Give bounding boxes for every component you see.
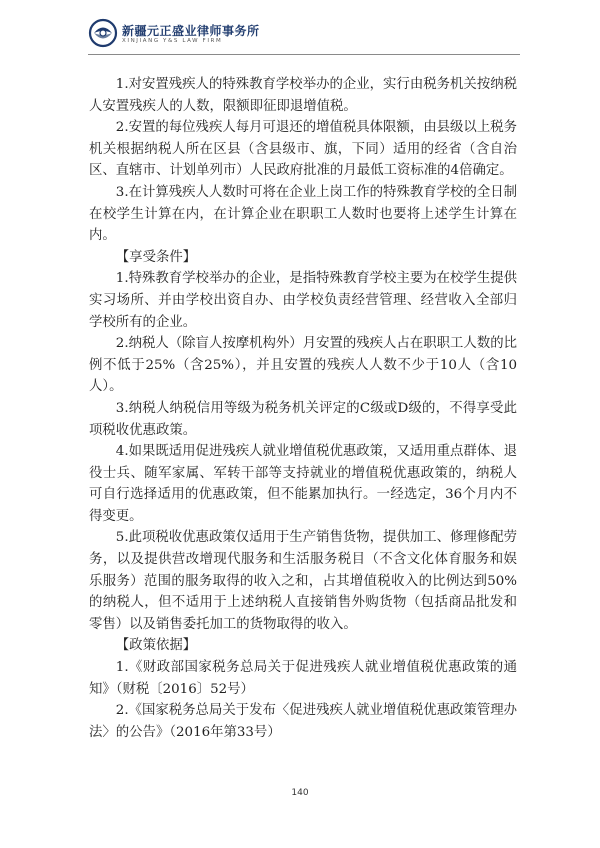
document-body (89, 74, 517, 743)
paragraph-7: 4.如果既适用促进残疾人就业增值税优惠政策，又适用重点群体、退役士兵、随军家属、军转干部等支持就业的增值税优惠政策的，纳税人可自行选择适用的优惠政策，但不能累加执行。一经选定，36个月内不得变更。 (89, 444, 517, 524)
paragraph-8: 5.此项税收优惠政策仅适用于生产销售货物，提供加工、修理修配劳务，以及提供营改增现代服务和生活服务税目（不含文化体育服务和娱乐服务）范围的服务取得的收入之和，占其增值税收入的比例达到50%的纳税人，但不适用于上述纳税人直接销售外购货物（包括商品批发和零售）以及销售委托加工的货物取得的收入。 (89, 530, 517, 632)
header-divider (88, 54, 520, 55)
section-heading-conditions: 【享受条件】 (115, 249, 197, 265)
page-number: 140 (291, 788, 309, 798)
firm-name-en: XINJIANG Y&S LAW FIRM (122, 38, 223, 44)
paragraph-10: 2.《国家税务总局关于发布〈促进残疾人就业增值税优惠政策管理办法〉的公告》（2016年第33号） (89, 703, 517, 740)
paragraph-2: 2.安置的每位残疾人每月可退还的增值税具体限额，由县级以上税务机关根据纳税人所在区县（含县级市、旗，下同）适用的经省（含自治区、直辖市、计划单列市）人民政府批准的月最低工资标准的4倍确定。 (89, 120, 517, 179)
page-header (88, 16, 518, 50)
paragraph-5: 2.纳税人（除盲人按摩机构外）月安置的残疾人占在职职工人数的比例不低于25%（含25%），并且安置的残疾人人数不少于10人（含10人）。 (89, 336, 517, 395)
law-firm-logo-icon (88, 18, 118, 48)
paragraph-6: 3.纳税人纳税信用等级为税务机关评定的C级或D级的，不得享受此项税收优惠政策。 (89, 400, 517, 438)
paragraph-9: 1.《财政部国家税务总局关于促进残疾人就业增值税优惠政策的通知》（财税〔2016〕52号） (89, 660, 517, 697)
section-heading-basis: 【政策依据】 (115, 638, 197, 654)
paragraph-1: 1.对安置残疾人的特殊教育学校举办的企业，实行由税务机关按纳税人安置残疾人的人数，限额即征即退增值税。 (89, 77, 517, 114)
firm-name-cn: 新疆元正盛业律师事务所 (122, 24, 260, 38)
paragraph-3: 3.在计算残疾人人数时可将在企业上岗工作的特殊教育学校的全日制在校学生计算在内，在计算企业在职职工人数时也要将上述学生计算在内。 (89, 184, 517, 244)
paragraph-4: 1.特殊教育学校举办的企业，是指特殊教育学校主要为在校学生提供实习场所、并由学校出资自办、由学校负责经营管理、经营收入全部归学校所有的企业。 (89, 271, 517, 330)
